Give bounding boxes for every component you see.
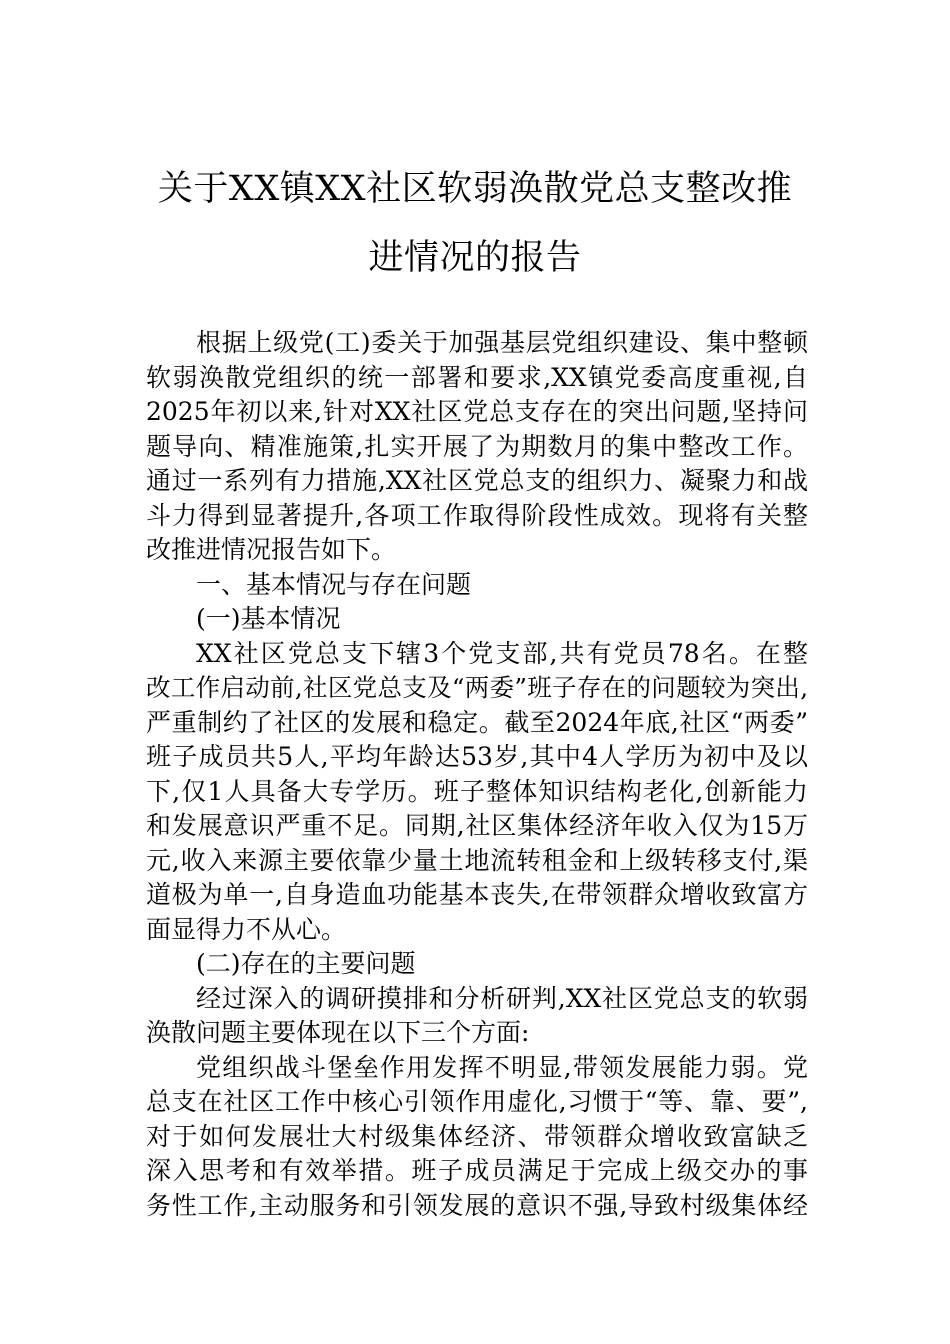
document-body bbox=[146, 326, 808, 1223]
text-line: 软弱涣散党组织的统一部署和要求,XX镇党委高度重视,自 bbox=[146, 362, 808, 392]
text-line: 经过深入的调研摸排和分析研判,XX社区党总支的软弱 bbox=[196, 983, 808, 1013]
text-line: 道极为单一,自身造血功能基本丧失,在带领群众增收致富方 bbox=[146, 880, 808, 909]
text-line: 务性工作,主动服务和引领发展的意识不强,导致村级集体经 bbox=[146, 1190, 808, 1220]
text-line: 面显得力不从心。 bbox=[146, 914, 347, 944]
text-line: 改工作启动前,社区党总支及“两委”班子存在的问题较为突出, bbox=[146, 673, 808, 702]
text-line: 深入思考和有效举措。班子成员满足于完成上级交办的事 bbox=[146, 1156, 808, 1185]
text-line: 班子成员共5人,平均年龄达53岁,其中4人学历为初中及以 bbox=[146, 742, 808, 771]
text-line: 题导向、精准施策,扎实开展了为期数月的集中整改工作。 bbox=[146, 431, 808, 461]
text-line: 涣散问题主要体现在以下三个方面: bbox=[146, 1018, 530, 1047]
text-line: 党组织战斗堡垒作用发挥不明显,带领发展能力弱。党 bbox=[196, 1052, 808, 1082]
text-line: 严重制约了社区的发展和稳定。截至2024年底,社区“两委” bbox=[146, 707, 808, 737]
text-line: 总支在社区工作中核心引领作用虚化,习惯于“等、靠、要”, bbox=[146, 1087, 808, 1116]
text-line: 一、基本情况与存在问题 bbox=[196, 569, 472, 599]
title-line-1: 关于XX镇XX社区软弱涣散党总支整改推 bbox=[157, 169, 793, 209]
text-line: 和发展意识严重不足。同期,社区集体经济年收入仅为15万 bbox=[146, 811, 808, 840]
text-line: 元,收入来源主要依靠少量土地流转租金和上级转移支付,渠 bbox=[146, 845, 808, 875]
text-line: 下,仅1人具备大专学历。班子整体知识结构老化,创新能力 bbox=[146, 776, 808, 806]
text-line: XX社区党总支下辖3个党支部,共有党员78名。在整 bbox=[196, 638, 808, 668]
text-line: 根据上级党(工)委关于加强基层党组织建设、集中整顿 bbox=[196, 328, 808, 357]
text-line: 改推进情况报告如下。 bbox=[146, 535, 397, 564]
text-line: (二)存在的主要问题 bbox=[196, 949, 416, 978]
text-line: 通过一系列有力措施,XX社区党总支的组织力、凝聚力和战 bbox=[146, 466, 808, 495]
title-line-2: 进情况的报告 bbox=[368, 238, 582, 278]
text-line: 斗力得到显著提升,各项工作取得阶段性成效。现将有关整 bbox=[146, 500, 808, 530]
text-line: (一)基本情况 bbox=[196, 604, 341, 633]
text-line: 对于如何发展壮大村级集体经济、带领群众增收致富缺乏 bbox=[146, 1121, 808, 1151]
text-line: 2025年初以来,针对XX社区党总支存在的突出问题,坚持问 bbox=[146, 397, 808, 426]
